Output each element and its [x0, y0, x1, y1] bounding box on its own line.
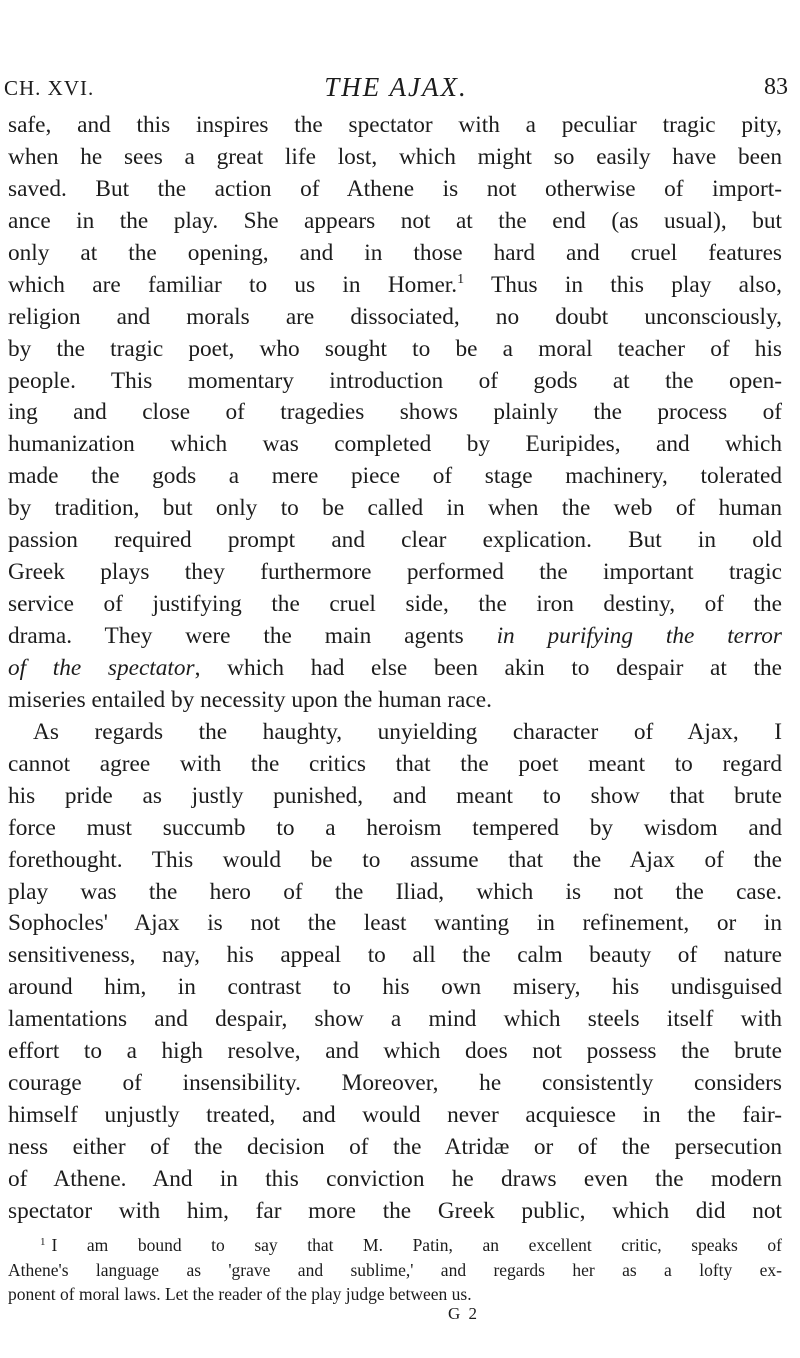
footnotes	[8, 1233, 782, 1307]
text-line: saved. But the action of Athene is not otherwise of import-	[8, 175, 782, 202]
text-line: religion and morals are dissociated, no doubt unconsciously,	[8, 303, 782, 330]
body-text	[8, 110, 782, 1228]
text-line: passion required prompt and clear explication. But in old	[8, 527, 782, 554]
footnote-line: ponent of moral laws. Let the reader of the play judge between us.	[8, 1284, 472, 1304]
text-segment: which are familiar to us in Homer.	[8, 271, 458, 298]
text-line: made the gods a mere piece of stage machinery, tolerated	[8, 463, 782, 490]
text-line: safe, and this inspires the spectator with a peculiar tragic pity,	[8, 112, 782, 138]
running-title: THE AJAX.	[324, 72, 468, 102]
text-segment: Thus in this play also,	[464, 271, 782, 298]
text-line: play was the hero of the Iliad, which is not the case.	[8, 878, 782, 905]
text-line: cannot agree with the critics that the poet meant to regard	[8, 750, 782, 777]
text-line: ance in the play. She appears not at the end (as usual), but	[8, 207, 782, 234]
footnote-reference: 1	[457, 271, 465, 287]
text-line: sensitiveness, nay, his appeal to all the calm beauty of nature	[8, 942, 782, 969]
text-line: Sophocles' Ajax is not the least wanting in refinement, or in	[8, 910, 782, 937]
text-line	[8, 270, 782, 302]
text-line: when he sees a great life lost, which might so easily have been	[8, 143, 782, 170]
text-line	[8, 621, 782, 653]
chapter-label: CH. XVI.	[4, 76, 95, 100]
text-line: miseries entailed by necessity upon the human race.	[8, 686, 492, 713]
text-line: effort to a high resolve, and which does not possess the brute	[8, 1038, 782, 1065]
text-line: himself unjustly treated, and would never acquiesce in the fair-	[8, 1102, 782, 1129]
paragraph-start-line: As regards the haughty, unyielding character of Ajax, I	[33, 718, 782, 745]
footnote-line: Athene's language as 'grave and sublime,' and regards her as a lofty ex-	[8, 1259, 782, 1280]
text-line: forethought. This would be to assume that the Ajax of the	[8, 846, 782, 873]
signature-mark: G 2	[448, 1304, 480, 1323]
text-line: people. This momentary introduction of gods at the open-	[8, 367, 782, 394]
text-segment: drama. They were the main agents	[8, 623, 497, 649]
text-line: his pride as justly punished, and meant to show that brute	[8, 782, 782, 809]
text-segment: , which had else been akin to despair at the	[194, 654, 782, 681]
text-line: only at the opening, and in those hard and cruel features	[8, 239, 782, 266]
text-line: ness either of the decision of the Atridæ or of the persecution	[8, 1134, 782, 1160]
running-head	[4, 72, 788, 106]
text-line: around him, in contrast to his own misery, his undisguised	[8, 974, 782, 1001]
text-line: of Athene. And in this conviction he draws even the modern	[8, 1165, 782, 1192]
footnote-text: I am bound to say that M. Patin, an excellent critic, speaks of	[51, 1235, 782, 1255]
text-line	[8, 653, 782, 685]
text-line: humanization which was completed by Euripides, and which	[8, 431, 782, 458]
text-line: ing and close of tragedies shows plainly the process of	[8, 399, 782, 426]
italic-phrase: of the spectator	[8, 654, 195, 681]
text-line: lamentations and despair, show a mind which steels itself with	[8, 1006, 782, 1033]
text-line: service of justifying the cruel side, the iron destiny, of the	[8, 591, 782, 618]
text-line: by tradition, but only to be called in when the web of human	[8, 495, 782, 522]
text-line: by the tragic poet, who sought to be a moral teacher of his	[8, 335, 782, 362]
footnote-marker: 1	[40, 1236, 46, 1248]
text-line: courage of insensibility. Moreover, he consistently considers	[8, 1070, 782, 1097]
italic-phrase: in purifying the terror	[496, 623, 782, 649]
text-line: spectator with him, far more the Greek public, which did not	[8, 1197, 782, 1224]
footnote-line	[8, 1233, 782, 1258]
text-line: Greek plays they furthermore performed the important tragic	[8, 559, 782, 586]
text-line: force must succumb to a heroism tempered by wisdom and	[8, 814, 782, 841]
page-number: 83	[764, 74, 788, 100]
